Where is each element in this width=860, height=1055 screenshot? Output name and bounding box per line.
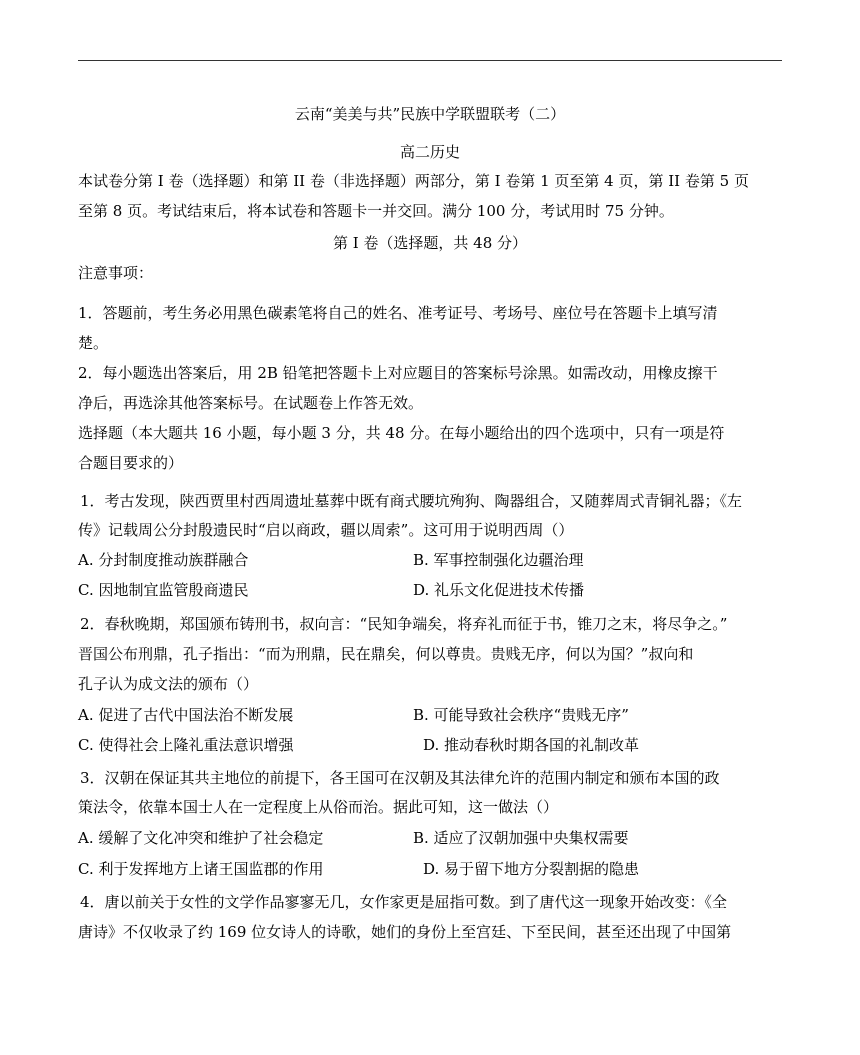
question-1-line-1: 1．考古发现，陕西贾里村西周遗址墓葬中既有商式腰坑殉狗、陶器组合，又随葬周式青铜礼器；《左 bbox=[80, 492, 743, 510]
question-2-line-2: 晋国公布刑鼎，孔子指出：“而为刑鼎，民在鼎矣，何以尊贵。贵贱无序，何以为国？”叔向和 bbox=[78, 645, 694, 663]
question-1-option-a: A. 分封制度推动族群融合 bbox=[78, 551, 249, 569]
question-2-line-1: 2．春秋晚期，郑国颁布铸刑书，叔向言：“民知争端矣，将弃礼而征于书，锥刀之末，将尽争之。” bbox=[80, 615, 728, 633]
question-3-option-b: B. 适应了汉朝加强中央集权需要 bbox=[413, 829, 629, 847]
question-1-option-c: C. 因地制宜监管殷商遗民 bbox=[78, 581, 249, 599]
question-3-option-a: A. 缓解了文化冲突和维护了社会稳定 bbox=[78, 829, 324, 847]
exam-title: 云南“美美与共”民族中学联盟联考（二） bbox=[294, 105, 566, 123]
instructions-line-2: 合题目要求的） bbox=[78, 454, 184, 472]
question-4-line-1: 4．唐以前关于女性的文学作品寥寥无几，女作家更是屈指可数。到了唐代这一现象开始改变：《全 bbox=[80, 893, 728, 911]
question-2-option-c: C. 使得社会上隆礼重法意识增强 bbox=[78, 736, 294, 754]
question-3-option-d: D. 易于留下地方分裂割据的隐患 bbox=[423, 860, 640, 878]
question-2-line-3: 孔子认为成文法的颁布（） bbox=[78, 675, 259, 693]
question-2-option-a: A. 促进了古代中国法治不断发展 bbox=[78, 706, 294, 724]
question-3-line-1: 3．汉朝在保证其共主地位的前提下，各王国可在汉朝及其法律允许的范围内制定和颁布本国的政 bbox=[80, 769, 720, 787]
notice-2-line-1: 2．每小题选出答案后，用 2B 铅笔把答题卡上对应题目的答案标号涂黑。如需改动，用橡皮擦干 bbox=[78, 364, 718, 382]
header-rule bbox=[78, 60, 782, 61]
question-1-line-2: 传》记载周公分封殷遗民时“启以商政，疆以周索”。这可用于说明西周（） bbox=[78, 521, 574, 539]
notice-1-line-1: 1．答题前，考生务必用黑色碳素笔将自己的姓名、准考证号、考场号、座位号在答题卡上填写清 bbox=[78, 304, 718, 322]
section-title: 第 I 卷（选择题，共 48 分） bbox=[332, 234, 528, 252]
question-3-line-2: 策法令，依靠本国士人在一定程度上从俗而治。据此可知，这一做法（） bbox=[78, 798, 559, 816]
question-3-option-c: C. 利于发挥地方上诸王国监郡的作用 bbox=[78, 860, 324, 878]
question-1-option-d: D. 礼乐文化促进技术传播 bbox=[413, 581, 585, 599]
intro-line-2: 至第 8 页。考试结束后，将本试卷和答题卡一并交回。满分 100 分，考试用时 75 分钟。 bbox=[78, 202, 674, 220]
notice-title: 注意事项： bbox=[78, 264, 154, 282]
notice-1-line-2: 楚。 bbox=[78, 334, 109, 352]
instructions-line-1: 选择题（本大题共 16 小题，每小题 3 分，共 48 分。在每小题给出的四个选项中，只有一项是符 bbox=[78, 424, 725, 442]
notice-2-line-2: 净后，再选涂其他答案标号。在试题卷上作答无效。 bbox=[78, 394, 424, 412]
question-4-line-2: 唐诗》不仅收录了约 169 位女诗人的诗歌，她们的身份上至宫廷、下至民间，甚至还出现了中国第 bbox=[78, 923, 732, 941]
question-2-option-b: B. 可能导致社会秩序“贵贱无序” bbox=[413, 706, 629, 724]
intro-line-1: 本试卷分第 I 卷（选择题）和第 II 卷（非选择题）两部分，第 I 卷第 1 页至第 4 页，第 II 卷第 5 页 bbox=[78, 172, 749, 190]
question-1-option-b: B. 军事控制强化边疆治理 bbox=[413, 551, 584, 569]
exam-subject: 高二历史 bbox=[399, 143, 460, 161]
question-2-option-d: D. 推动春秋时期各国的礼制改革 bbox=[423, 736, 640, 754]
